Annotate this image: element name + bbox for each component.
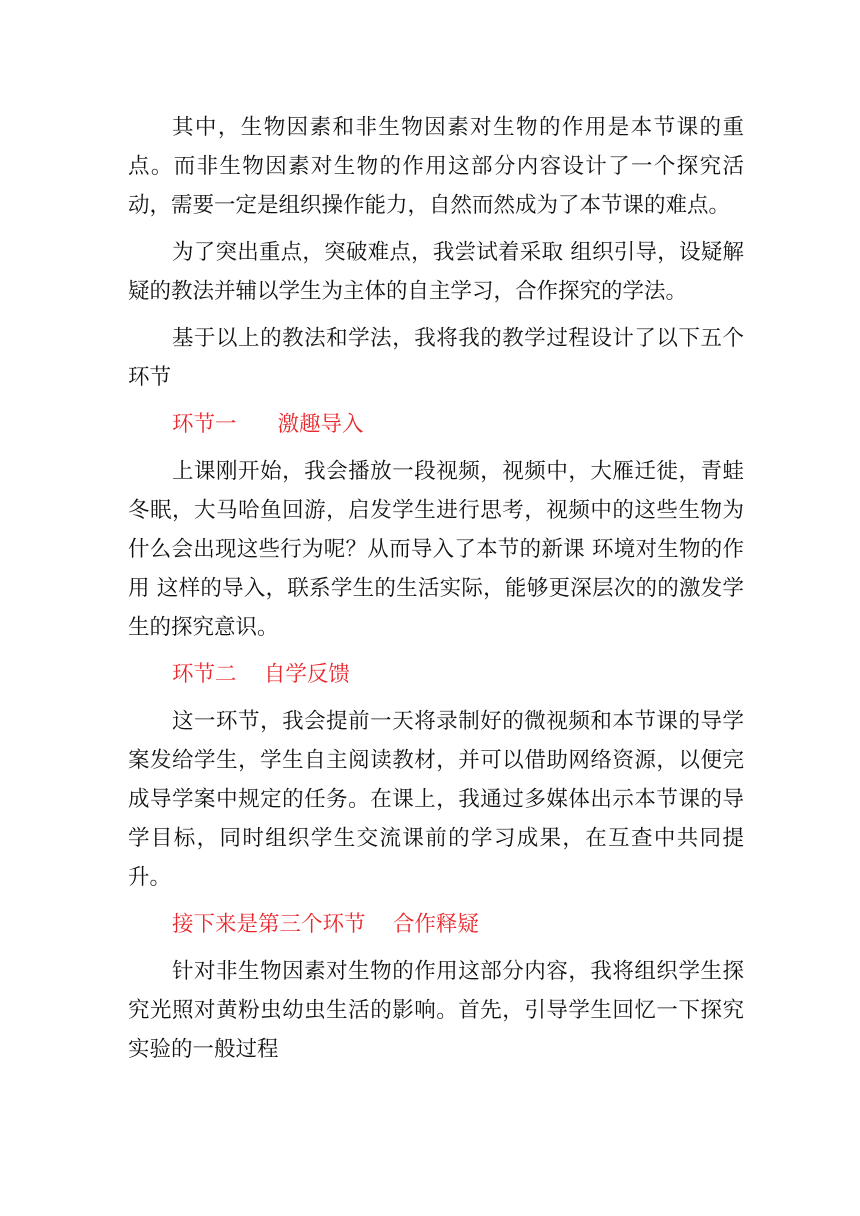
paragraph-teaching-methods: 为了突出重点，突破难点，我尝试着采取 组织引导，设疑解疑的教法并辅以学生为主体的自主学习，合作探究的学法。	[128, 240, 744, 304]
paragraph-key-points: 其中，生物因素和非生物因素对生物的作用是本节课的重点。而非生物因素对生物的作用这部分内容设计了一个探究活动，需要一定是组织操作能力，自然而然成为了本节课的难点。	[128, 115, 744, 218]
section-heading-stage-three: 接下来是第三个环节 合作释疑	[172, 912, 479, 937]
paragraph-stage-three: 针对非生物因素对生物的作用这部分内容，我将组织学生探究光照对黄粉虫幼虫生活的影响。首先，引导学生回忆一下探究实验的一般过程	[128, 959, 744, 1062]
paragraph-stage-one: 上课刚开始，我会播放一段视频，视频中，大雁迁徙，青蛙冬眠，大马哈鱼回游，启发学生进行思考，视频中的这些生物为什么会出现这些行为呢？从而导入了本节的新课 环境对生物的作用 这样的导入，联系学生的生活实际，能够更深层次的的激发学生的探究意识。	[128, 459, 744, 640]
document-body	[128, 108, 744, 1077]
section-heading-stage-one: 环节一 激趣导入	[172, 412, 364, 437]
paragraph-stage-two: 这一环节，我会提前一天将录制好的微视频和本节课的导学案发给学生，学生自主阅读教材，并可以借助网络资源，以便完成导学案中规定的任务。在课上，我通过多媒体出示本节课的导学目标，同时组织学生交流课前的学习成果，在互查中共同提升。	[128, 709, 744, 890]
paragraph-five-stages: 基于以上的教法和学法，我将我的教学过程设计了以下五个环节	[128, 326, 744, 390]
section-heading-stage-two: 环节二 自学反馈	[172, 662, 350, 687]
